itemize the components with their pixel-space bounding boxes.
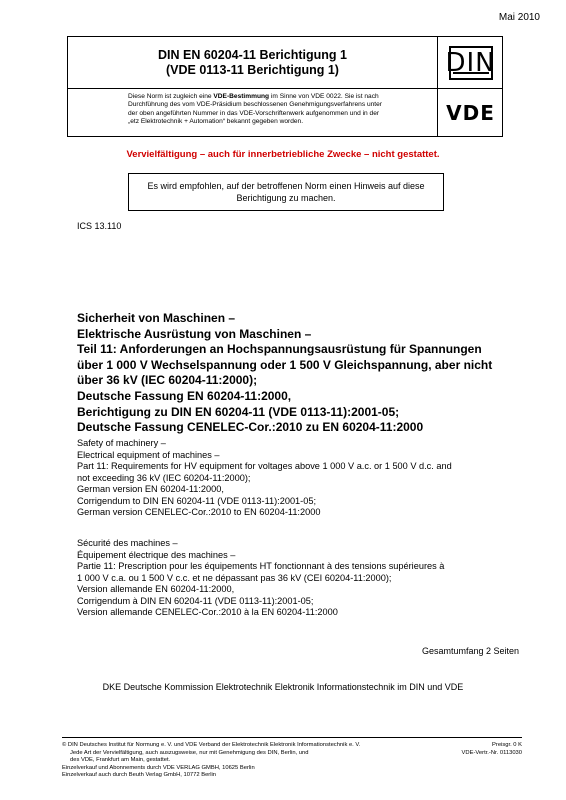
title-english-line: not exceeding 36 kV (IEC 60204-11:2000); — [77, 472, 251, 483]
copy-warning: Vervielfältigung – auch für innerbetriebliche Zwecke – nicht gestattet. — [126, 149, 440, 160]
document-title-line: (VDE 0113-11 Berichtigung 1) — [166, 62, 339, 77]
vde-note-line: „etz Elektrotechnik + Automation“ bekannt gegeben worden. — [128, 118, 304, 126]
document-title — [68, 37, 438, 89]
footer-copyright — [62, 742, 382, 780]
title-german — [77, 311, 537, 436]
title-french-line: Sécurité des machines – — [77, 538, 178, 548]
ics-code: ICS 13.110 — [77, 221, 122, 231]
title-german-line: Teil 11: Anforderungen an Hochspannungsausrüstung für Spannungen — [77, 342, 482, 357]
title-english-line: Electrical equipment of machines – — [77, 449, 220, 460]
advice-line: Es wird empfohlen, auf der betroffenen Norm einen Hinweis auf diese — [147, 181, 425, 191]
vde-note-line: Durchführung des vom VDE-Präsidium beschlossenen Genehmigungsverfahrens unter — [128, 101, 382, 109]
title-german-line: über 1 000 V Wechselspannung oder 1 500 V Gleichspannung, aber nicht — [77, 357, 493, 372]
title-german-line: über 36 kV (IEC 60204-11:2000); — [77, 373, 258, 388]
title-french-line: Version allemande EN 60204-11:2000, — [77, 584, 235, 594]
footer-line: Jede Art der Vervielfältigung, auch auszugsweise, nur mit Genehmigung des DIN, Berlin, und — [70, 749, 309, 756]
header-box — [67, 36, 503, 137]
vde-note-line: der oben angeführten Nummer in das VDE-Vorschriftenwerk aufgenommen und in der — [128, 109, 380, 117]
title-english-line: Part 11: Requirements for HV equipment for voltages above 1 000 V a.c. or 1 500 V d.c. and — [77, 461, 452, 471]
title-french-line: Partie 11: Prescription pour les équipements HT fonctionnant à des tensions supérieures à — [77, 561, 445, 571]
footer-divider — [62, 737, 522, 738]
title-english-line: Corrigendum to DIN EN 60204-11 (VDE 0113-11):2001-05; — [77, 495, 316, 506]
title-french-line: 1 000 V c.a. ou 1 500 V c.c. et ne dépassant pas 36 kV (CEI 60204-11:2000); — [77, 572, 392, 583]
title-french-line: Version allemande CENELEC-Cor.:2010 à la EN 60204-11:2000 — [77, 607, 338, 617]
footer-line: © DIN Deutsches Institut für Normung e. V. und VDE Verband der Elektrotechnik Elektronik Informationstechnik e. V. — [62, 742, 361, 748]
title-german-line: Sicherheit von Maschinen – — [77, 311, 236, 325]
title-german-line: Berichtigung zu DIN EN 60204-11 (VDE 0113-11):2001-05; — [77, 404, 400, 419]
title-german-line: Deutsche Fassung CENELEC-Cor.:2010 zu EN 60204-11:2000 — [77, 420, 424, 435]
vde-contract-number: VDE-Vertr.-Nr. 0113030 — [461, 749, 522, 756]
din-logo: DIN — [445, 47, 496, 78]
title-german-line: Deutsche Fassung EN 60204-11:2000, — [77, 388, 292, 403]
document-title-line: DIN EN 60204-11 Berichtigung 1 — [158, 47, 347, 62]
vde-logo: VDE — [446, 101, 495, 125]
title-french-line: Équipement électrique des machines – — [77, 549, 236, 560]
vde-note — [68, 89, 438, 137]
title-english-line: Safety of machinery – — [77, 438, 166, 448]
advice-box — [128, 173, 444, 211]
footer-line: des VDE, Frankfurt am Main, gestattet. — [70, 757, 171, 764]
advice-line: Berichtigung zu machen. — [236, 193, 336, 203]
title-english-line: German version CENELEC-Cor.:2010 to EN 60204-11:2000 — [77, 507, 321, 517]
title-french-line: Corrigendum à DIN EN 60204-11 (VDE 0113-11):2001-05; — [77, 595, 314, 606]
footer-line: Einzelverkauf und Abonnements durch VDE VERLAG GMBH, 10625 Berlin — [62, 764, 255, 771]
footer-line: Einzelverkauf auch durch Beuth Verlag GmbH, 10772 Berlin — [62, 772, 217, 779]
price-info — [462, 742, 522, 757]
title-german-line: Elektrische Ausrüstung von Maschinen – — [77, 326, 312, 341]
title-english — [77, 438, 537, 519]
vde-note-line: Diese Norm ist zugleich eine VDE-Bestimmung im Sinne von VDE 0022. Sie ist nach — [128, 93, 379, 100]
total-pages: Gesamtumfang 2 Seiten — [421, 646, 519, 656]
title-french — [77, 538, 537, 619]
price-group: Preisgr. 0 K — [492, 742, 522, 748]
dke-line: DKE Deutsche Kommission Elektrotechnik Elektronik Informationstechnik im DIN und VDE — [102, 682, 464, 692]
publication-date: Mai 2010 — [498, 12, 540, 23]
din-logo-cell — [438, 37, 503, 89]
title-english-line: German version EN 60204-11:2000, — [77, 484, 224, 494]
